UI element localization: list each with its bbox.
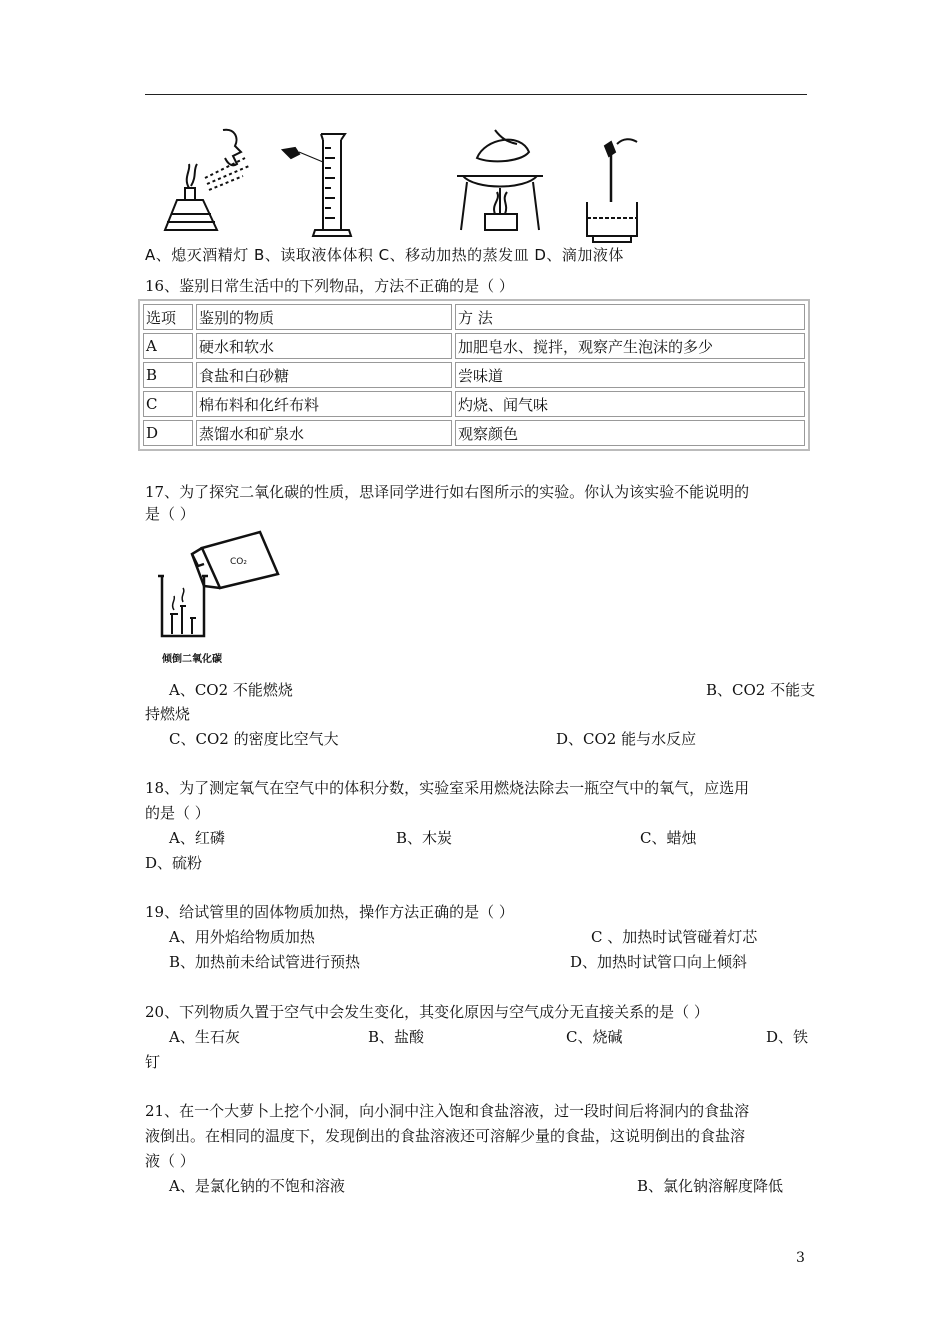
- co2-bottle-label: CO₂: [230, 557, 247, 567]
- table-cell: 灼烧、闻气味: [455, 391, 805, 417]
- q21-stem-line2: 液倒出。在相同的温度下，发现倒出的食盐溶液还可溶解少量的食盐，这说明倒出的食盐溶: [145, 1127, 746, 1145]
- table-cell: 观察颜色: [455, 420, 805, 446]
- q17-option-c: C、CO2 的密度比空气大: [169, 730, 339, 748]
- q18-option-b: B、木炭: [396, 829, 453, 847]
- q17-option-b-wrap: 持燃烧: [145, 705, 191, 723]
- table-header-row: [143, 304, 805, 330]
- table-cell: A: [143, 333, 193, 359]
- reading-cylinder-illustration: [283, 134, 351, 236]
- q20-option-b: B、盐酸: [368, 1028, 425, 1046]
- lab-operations-figure: [145, 118, 705, 244]
- table-cell: 食盐和白砂糖: [196, 362, 452, 388]
- table-cell: C: [143, 391, 193, 417]
- table-row: [143, 420, 805, 446]
- q18-option-d: D、硫粉: [145, 854, 203, 872]
- q21-stem-line3: 液（ ）: [145, 1152, 195, 1170]
- q20-stem: 20、下列物质久置于空气中会发生变化，其变化原因与空气成分无直接关系的是（ ）: [145, 1003, 709, 1021]
- q17-option-d: D、CO2 能与水反应: [556, 730, 697, 748]
- q18-stem-line1: 18、为了测定氧气在空气中的体积分数，实验室采用燃烧法除去一瓶空气中的氧气，应选用: [145, 779, 750, 797]
- table-cell: 棉布料和化纤布料: [196, 391, 452, 417]
- q21-option-b: B、氯化钠溶解度降低: [637, 1177, 784, 1195]
- q16-table: [138, 299, 810, 451]
- table-cell: B: [143, 362, 193, 388]
- q17-stem-line2: 是（ ）: [145, 505, 195, 523]
- q19-stem: 19、给试管里的固体物质加热，操作方法正确的是（ ）: [145, 903, 514, 921]
- dropper-illustration: [587, 139, 637, 242]
- header-rule: [145, 94, 807, 95]
- q19-option-c: C 、加热时试管碰着灯芯: [591, 928, 758, 946]
- q17-option-b: B、CO2 不能支: [706, 681, 816, 699]
- q19-option-b: B、加热前未给试管进行预热: [169, 953, 361, 971]
- table-cell: D: [143, 420, 193, 446]
- header-cell: 方 法: [455, 304, 805, 330]
- q16-stem: 16、鉴别日常生活中的下列物品，方法不正确的是（ ）: [145, 277, 514, 295]
- table-row: [143, 391, 805, 417]
- table-cell: 尝味道: [455, 362, 805, 388]
- q20-option-a: A、生石灰: [169, 1028, 240, 1046]
- q17-option-a: A、CO2 不能燃烧: [169, 681, 293, 699]
- evaporating-dish-illustration: [457, 130, 543, 230]
- q20-option-d: D、铁: [766, 1028, 809, 1046]
- table-cell: 硬水和软水: [196, 333, 452, 359]
- table-row: [143, 362, 805, 388]
- q21-stem-line1: 21、在一个大萝卜上挖个小洞，向小洞中注入饱和食盐溶液，过一段时间后将洞内的食盐溶: [145, 1102, 750, 1120]
- table-cell: 蒸馏水和矿泉水: [196, 420, 452, 446]
- page-number: 3: [796, 1250, 805, 1266]
- table-row: [143, 333, 805, 359]
- q20-option-c: C、烧碱: [566, 1028, 623, 1046]
- q20-option-d-wrap: 钉: [145, 1053, 161, 1071]
- q19-option-a: A、用外焰给物质加热: [169, 928, 315, 946]
- q18-option-c: C、蜡烛: [640, 829, 697, 847]
- q18-option-a: A、红磷: [169, 829, 225, 847]
- pouring-co2-figure: [150, 526, 290, 670]
- q19-option-d: D、加热时试管口向上倾斜: [570, 953, 748, 971]
- q18-stem-line2: 的是（ ）: [145, 804, 210, 822]
- blowing-out-lamp-illustration: [165, 130, 249, 230]
- pouring-co2-caption: 倾倒二氧化碳: [162, 654, 222, 665]
- q21-option-a: A、是氯化钠的不饱和溶液: [169, 1177, 345, 1195]
- header-cell: 选项: [143, 304, 193, 330]
- table-cell: 加肥皂水、搅拌，观察产生泡沫的多少: [455, 333, 805, 359]
- q17-stem-line1: 17、为了探究二氧化碳的性质，思译同学进行如右图所示的实验。你认为该实验不能说明的: [145, 483, 750, 501]
- lab-operations-caption: A、熄灭酒精灯 B、读取液体体积 C、移动加热的蒸发皿 D、滴加液体: [145, 246, 624, 264]
- header-cell: 鉴别的物质: [196, 304, 452, 330]
